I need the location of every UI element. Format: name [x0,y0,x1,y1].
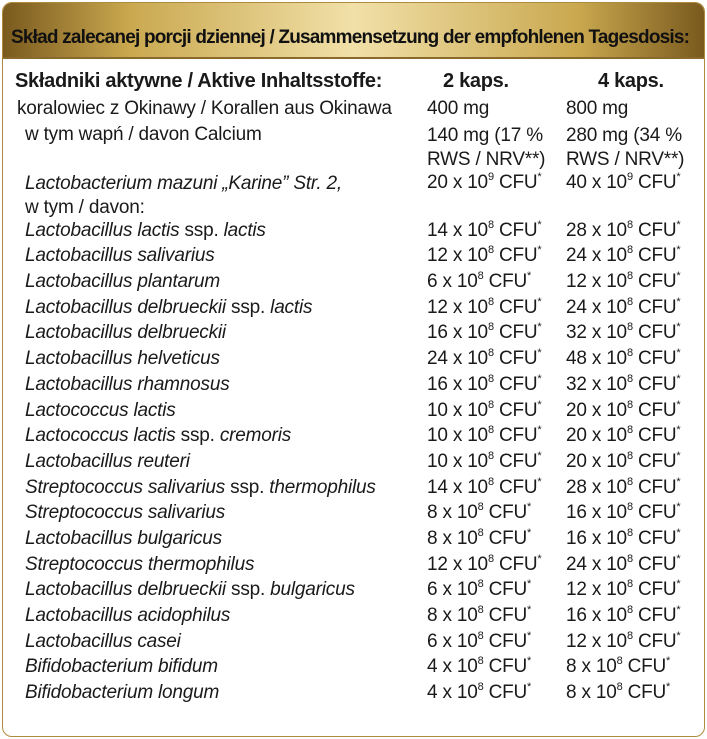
dose-2-caps: 10 x $10^8$ CFU* [427,398,542,421]
dose-4-caps: 48 x $10^8$ CFU* [566,347,681,370]
strain-row [3,400,704,426]
dose-2-caps: 6 x $10^8$ CFU* [427,578,532,601]
strain-row [3,322,704,348]
strain-list [3,220,704,708]
dose-4-caps: 28 x $10^8$ CFU* [566,218,681,241]
strain-name: Lactobacillus bulgaricus [25,527,222,549]
strain-name: Lactobacillus lactis ssp. lactis [25,219,266,241]
dose-2-caps: 400 mg [427,98,490,119]
dose-4-caps: 12 x $10^8$ CFU* [566,270,681,293]
strain-row [3,348,704,374]
dose-4-caps: 24 x $10^8$ CFU* [566,295,681,318]
strain-name: Streptococcus salivarius [25,502,226,524]
header-title: Skład zalecanej porcji dziennej / Zusammensetzung der empfohlenen Tagesdosis: [11,27,690,48]
mazuni-name: Lactobacterium mazuni „Karine” Str. 2, [25,172,342,194]
dose-4-caps: 800 mg [566,98,629,119]
dose-4-caps: 20 x $10^8$ CFU* [566,449,681,472]
strain-name: Lactobacillus delbrueckii [25,322,226,344]
dose-4-caps: 32 x $10^8$ CFU* [566,321,681,344]
column-headers [3,70,704,96]
strain-row [3,297,704,323]
strain-row [3,631,704,657]
ingredient-name [25,172,415,220]
dose-4-caps: 16 x $10^8$ CFU* [566,604,681,626]
dose-2-caps: 8 x $10^8$ CFU* [427,604,532,626]
strain-row [3,554,704,580]
column-header-ingredients: Składniki aktywne / Aktive Inhaltsstoffe: [15,70,383,92]
dose-4-caps: 20 x $10^8$ CFU* [566,398,681,421]
dose-4-caps: 40 x $10^9$ CFU* [566,170,681,193]
dose-2-caps: 10 x $10^8$ CFU* [427,424,542,447]
supplement-facts-panel [2,2,705,737]
strain-name: Lactobacillus plantarum [25,271,221,293]
ingredient-row-mazuni [3,172,704,220]
ingredient-name: w tym wapń / davon Calcium [25,123,262,145]
strain-name: Lactobacillus salivarius [25,245,215,267]
dose-2-caps: 8 x $10^8$ CFU* [427,501,532,524]
dose-4-caps: 24 x $10^8$ CFU* [566,552,681,575]
strain-name: Streptococcus thermophilus [25,553,255,575]
dose-4-caps: 24 x $10^8$ CFU* [566,244,681,267]
strain-name: Bifidobacterium bifidum [25,656,218,678]
strain-name: Lactobacillus casei [25,630,181,652]
dose-2-caps: 12 x $10^8$ CFU* [427,295,542,318]
dose-4-caps: 20 x $10^8$ CFU* [566,424,681,447]
dose-4-caps: 8 x $10^8$ CFU* [566,655,671,678]
strain-row [3,656,704,682]
dose-2-caps: 4 x $10^8$ CFU* [427,681,532,704]
dose-2-caps: 4 x $10^8$ CFU* [427,655,532,678]
ingredient-name: koralowiec z Okinawy / Korallen aus Okinawa [17,98,392,119]
dose-2-caps: 16 x $10^8$ CFU* [427,321,542,344]
strain-row [3,528,704,554]
strain-row [3,425,704,451]
dose-2-caps: 14 x $10^8$ CFU* [427,218,542,241]
strain-name: Lactobacillus helveticus [25,348,220,370]
strain-name: Lactobacillus delbrueckii ssp. lactis [25,296,313,318]
strain-name: Bifidobacterium longum [25,682,220,704]
dose-2-caps: 10 x $10^8$ CFU* [427,449,542,472]
ingredient-row-calcium [3,124,704,172]
dose-4-caps: 16 x $10^8$ CFU* [566,501,681,524]
dose-4-caps: 280 mg (34 % RWS / NRV**) [566,124,685,170]
dose-2-caps: 6 x $10^8$ CFU* [427,629,532,652]
dose-4-caps: 8 x $10^8$ CFU* [566,681,671,704]
strain-name: Streptococcus salivarius ssp. thermophilus [25,476,376,498]
strain-row [3,477,704,503]
strain-name: Lactobacillus acidophilus [25,605,231,626]
column-header-2-caps: 2 kaps. [443,70,509,92]
column-header-4-caps: 4 kaps. [598,70,664,92]
dose-4-caps: 32 x $10^8$ CFU* [566,372,681,395]
strain-name: Lactobacillus delbrueckii ssp. bulgaricus [25,579,355,601]
dose-4-caps: 12 x $10^8$ CFU* [566,578,681,601]
strain-row [3,245,704,271]
strain-row [3,605,704,631]
header-banner [3,3,704,59]
dose-2-caps: 12 x $10^8$ CFU* [427,552,542,575]
strain-name: Lactococcus lactis [25,399,176,421]
dose-2-caps: 140 mg (17 % RWS / NRV**) [427,124,546,170]
dose-2-caps: 20 x $10^9$ CFU* [427,170,542,193]
strain-row [3,579,704,605]
dose-2-caps: 8 x $10^8$ CFU* [427,526,532,549]
dose-4-caps: 12 x $10^8$ CFU* [566,629,681,652]
dose-2-caps: 6 x $10^8$ CFU* [427,270,532,293]
dose-2-caps: 14 x $10^8$ CFU* [427,475,542,498]
strain-row [3,374,704,400]
dose-2-caps: 24 x $10^8$ CFU* [427,347,542,370]
ingredient-table [3,98,704,708]
strain-name: Lactococcus lactis ssp. cremoris [25,425,292,447]
strain-row [3,451,704,477]
dose-4-caps: 16 x $10^8$ CFU* [566,526,681,549]
strain-row [3,220,704,246]
dose-4-caps: 28 x $10^8$ CFU* [566,475,681,498]
dose-2-caps: 16 x $10^8$ CFU* [427,372,542,395]
dose-2-caps: 12 x $10^8$ CFU* [427,244,542,267]
ingredient-row-coral [3,98,704,124]
strain-row [3,502,704,528]
strain-name: Lactobacillus reuteri [25,450,190,472]
mazuni-subheading: w tym / davon: [25,196,145,218]
strain-row [3,682,704,708]
strain-row [3,271,704,297]
strain-name: Lactobacillus rhamnosus [25,373,230,395]
